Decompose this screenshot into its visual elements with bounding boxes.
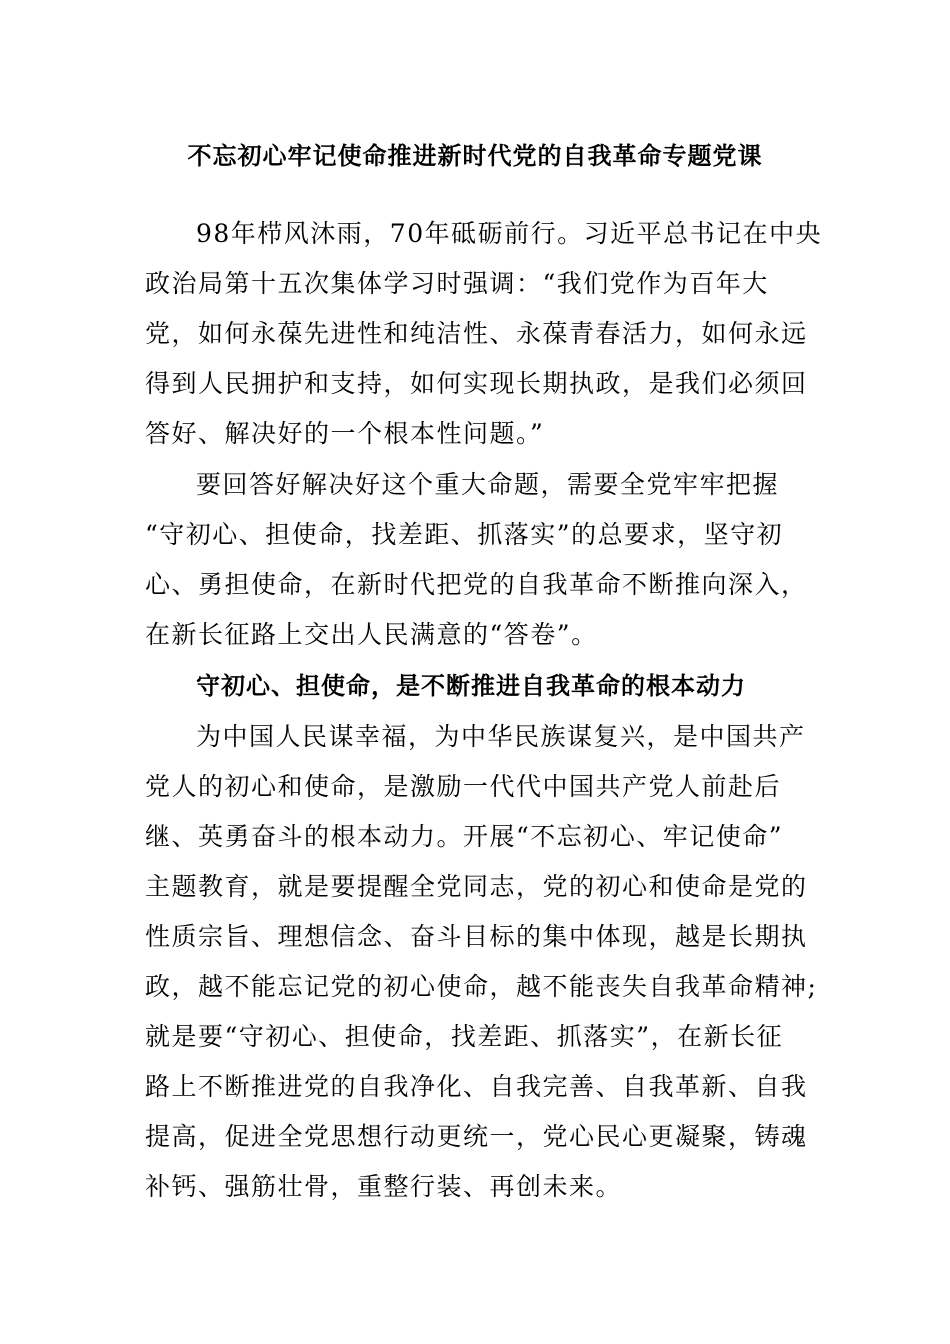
paragraph-line: 性质宗旨、理想信念、奋斗目标的集中体现，越是长期执	[145, 922, 808, 951]
paragraph-line: 答好、解决好的一个根本性问题。”	[145, 419, 545, 448]
paragraph-line: “守初心、担使命，找差距、抓落实”的总要求，坚守初	[145, 520, 784, 549]
paragraph-line: 党人的初心和使命，是激励一代代中国共产党人前赴后	[145, 772, 782, 801]
paragraph-line: 98年栉风沐雨，70年砥砺前行。习近平总书记在中央	[196, 219, 823, 248]
document-title: 不忘初心牢记使命推进新时代党的自我革命专题党课	[187, 141, 763, 170]
paragraph-line: 心、勇担使命，在新时代把党的自我革命不断推向深入，	[145, 570, 808, 599]
paragraph-line: 在新长征路上交出人民满意的“答卷”。	[145, 620, 598, 649]
paragraph-line: 就是要“守初心、担使命，找差距、抓落实”，在新长征	[145, 1022, 784, 1051]
paragraph-line: 党，如何永葆先进性和纯洁性、永葆青春活力，如何永远	[145, 319, 808, 348]
paragraph-line: 提高，促进全党思想行动更统一，党心民心更凝聚，铸魂	[145, 1122, 808, 1151]
paragraph-line: 为中国人民谋幸福，为中华民族谋复兴，是中国共产	[196, 722, 806, 751]
paragraph-line: 得到人民拥护和支持，如何实现长期执政，是我们必须回	[145, 369, 808, 398]
paragraph-line: 要回答好解决好这个重大命题，需要全党牢牢把握	[196, 470, 780, 499]
paragraph-line: 主题教育，就是要提醒全党同志，党的初心和使命是党的	[145, 872, 808, 901]
paragraph-line: 政，越不能忘记党的初心使命，越不能丧失自我革命精神;	[145, 972, 818, 1001]
paragraph-line: 继、英勇奋斗的根本动力。开展“不忘初心、牢记使命”	[145, 822, 784, 851]
paragraph-line: 路上不断推进党的自我净化、自我完善、自我革新、自我	[145, 1072, 808, 1101]
section-heading: 守初心、担使命，是不断推进自我革命的根本动力	[196, 672, 746, 700]
paragraph-line: 政治局第十五次集体学习时强调：“我们党作为百年大	[145, 269, 769, 298]
paragraph-line: 补钙、强筋壮骨，重整行装、再创未来。	[145, 1172, 623, 1201]
